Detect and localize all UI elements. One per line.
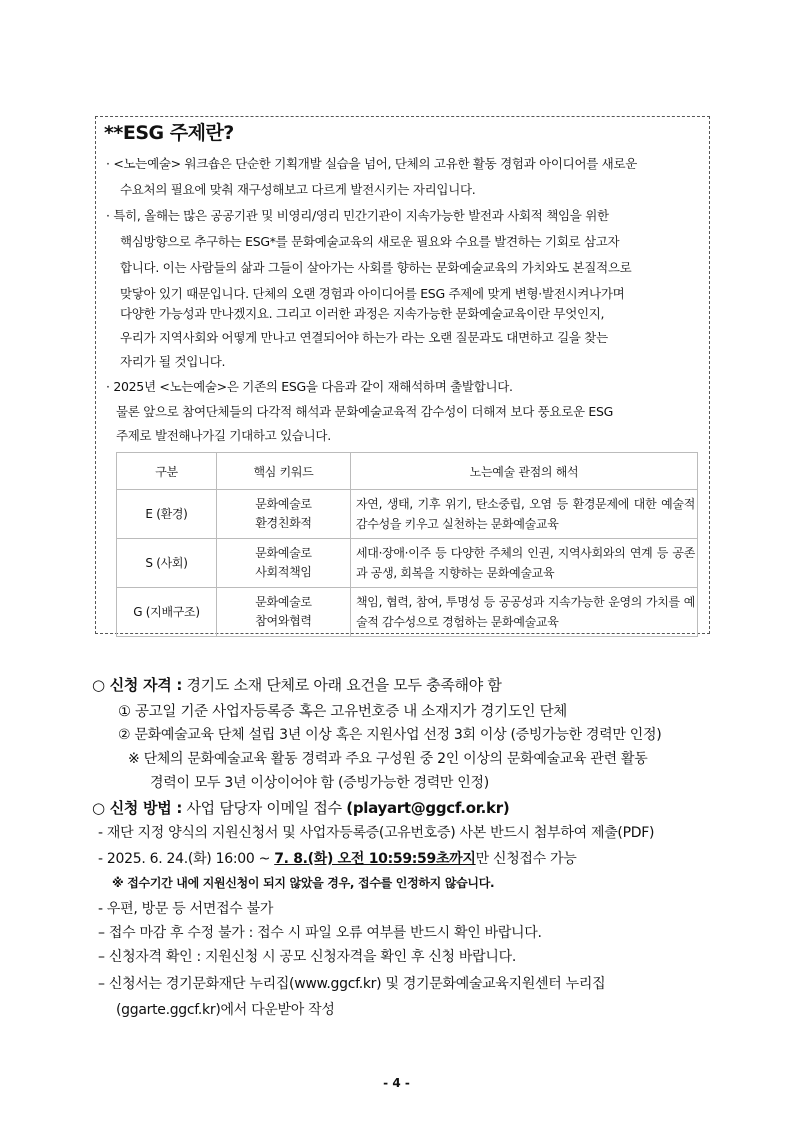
esg-text-line: · <노는예술> 워크숍은 단순한 기획개발 실습을 넘어, 단체의 고유한 활동 경험과 아이디어를 새로운 xyxy=(106,156,638,171)
row-description: 세대·장애·이주 등 다양한 주체의 인권, 지역사회와의 연계 등 공존과 공생, 회복을 지향하는 문화예술교육 xyxy=(351,539,698,588)
method-deadline: - 2025. 6. 24.(화) 16:00 ~ 7. 8.(화) 오전 10:59:59초까지만 신청접수 가능 xyxy=(98,851,577,867)
row-category: E (환경) xyxy=(117,490,217,539)
header-category: 구분 xyxy=(117,453,217,490)
table-row xyxy=(117,539,698,588)
esg-text-line: 다양한 가능성과 만나겠지요. 그리고 이러한 과정은 지속가능한 문화예술교육이란 무엇인지, xyxy=(120,306,605,321)
method-heading: ○ 신청 방법 : 사업 담당자 이메일 접수 (playart@ggcf.or.kr) xyxy=(92,799,510,817)
esg-text-line: 맞닿아 있기 때문입니다. 단체의 오랜 경험과 아이디어를 ESG 주제에 맞게 변형·발전시켜나가며 xyxy=(120,286,625,301)
esg-title: **ESG 주제란? xyxy=(104,122,234,144)
esg-text-line: · 특히, 올해는 많은 공공기관 및 비영리/영리 민간기관이 지속가능한 발전과 사회적 책임을 위한 xyxy=(106,208,609,223)
header-keyword: 핵심 키워드 xyxy=(217,453,351,490)
esg-text-line: 수요처의 필요에 맞춰 재구성해보고 다르게 발전시키는 자리입니다. xyxy=(120,182,476,197)
contact-email: (playart@ggcf.or.kr) xyxy=(346,799,510,817)
esg-table xyxy=(116,452,698,637)
eligibility-heading: ○ 신청 자격 : 경기도 소재 단체로 아래 요건을 모두 충족해야 함 xyxy=(92,676,502,694)
row-keyword: 문화예술로 환경친화적 xyxy=(217,490,351,539)
eligibility-note: 경력이 모두 3년 이상이어야 함 (증빙가능한 경력만 인정) xyxy=(150,775,489,791)
method-line: - 재단 지정 양식의 지원신청서 및 사업자등록증(고유번호증) 사본 반드시 첨부하여 제출(PDF) xyxy=(98,825,655,841)
deadline-highlight: 7. 8.(화) 오전 10:59:59초까지 xyxy=(274,851,476,867)
method-line: – 신청서는 경기문화재단 누리집(www.ggcf.kr) 및 경기문화예술교육지원센터 누리집 xyxy=(98,976,606,992)
table-row xyxy=(117,490,698,539)
table-row xyxy=(117,588,698,637)
esg-text-line: · 2025년 <노는예술>은 기존의 ESG을 다음과 같이 재해석하며 출발합니다. xyxy=(106,379,513,394)
esg-text-line: 자리가 될 것입니다. xyxy=(120,354,226,369)
row-category: G (지배구조) xyxy=(117,588,217,637)
method-line: – 접수 마감 후 수정 불가 : 접수 시 파일 오류 여부를 반드시 확인 바랍니다. xyxy=(98,925,542,941)
page-number: - 4 - xyxy=(383,1076,410,1090)
header-interpretation: 노는예술 관점의 해석 xyxy=(351,453,698,490)
row-keyword: 문화예술로 사회적책임 xyxy=(217,539,351,588)
method-line: – 신청자격 확인 : 지원신청 시 공모 신청자격을 확인 후 신청 바랍니다. xyxy=(98,949,516,965)
table-header-row xyxy=(117,453,698,490)
eligibility-item: ① 공고일 기준 사업자등록증 혹은 고유번호증 내 소재지가 경기도인 단체 xyxy=(118,704,567,720)
row-keyword: 문화예술로 참여와협력 xyxy=(217,588,351,637)
eligibility-note: ※ 단체의 문화예술교육 활동 경력과 주요 구성원 중 2인 이상의 문화예술교육 관련 활동 xyxy=(128,751,648,767)
esg-text-line: 우리가 지역사회와 어떻게 만나고 연결되어야 하는가 라는 오랜 질문과도 대면하고 길을 찾는 xyxy=(120,330,608,345)
esg-text-line: 핵심방향으로 추구하는 ESG*를 문화예술교육의 새로운 필요와 수요를 발견하는 기회로 삼고자 xyxy=(120,234,620,249)
row-category: S (사회) xyxy=(117,539,217,588)
method-note: ※ 접수기간 내에 지원신청이 되지 않았을 경우, 접수를 인정하지 않습니다. xyxy=(112,876,495,890)
method-line: (ggarte.ggcf.kr)에서 다운받아 작성 xyxy=(116,1002,335,1018)
method-line: - 우편, 방문 등 서면접수 불가 xyxy=(98,901,274,917)
row-description: 자연, 생태, 기후 위기, 탄소중립, 오염 등 환경문제에 대한 예술적 감수성을 키우고 실천하는 문화예술교육 xyxy=(351,490,698,539)
row-description: 책임, 협력, 참여, 투명성 등 공공성과 지속가능한 운영의 가치를 예술적 감수성으로 경험하는 문화예술교육 xyxy=(351,588,698,637)
esg-text-line: 물론 앞으로 참여단체들의 다각적 해석과 문화예술교육적 감수성이 더해져 보다 풍요로운 ESG xyxy=(116,404,614,419)
esg-text-line: 합니다. 이는 사람들의 삶과 그들이 살아가는 사회를 향하는 문화예술교육의 가치와도 본질적으로 xyxy=(120,260,632,275)
eligibility-item: ② 문화예술교육 단체 설립 3년 이상 혹은 지원사업 선정 3회 이상 (증빙가능한 경력만 인정) xyxy=(118,727,662,743)
esg-text-line: 주제로 발전해나가길 기대하고 있습니다. xyxy=(116,428,331,443)
